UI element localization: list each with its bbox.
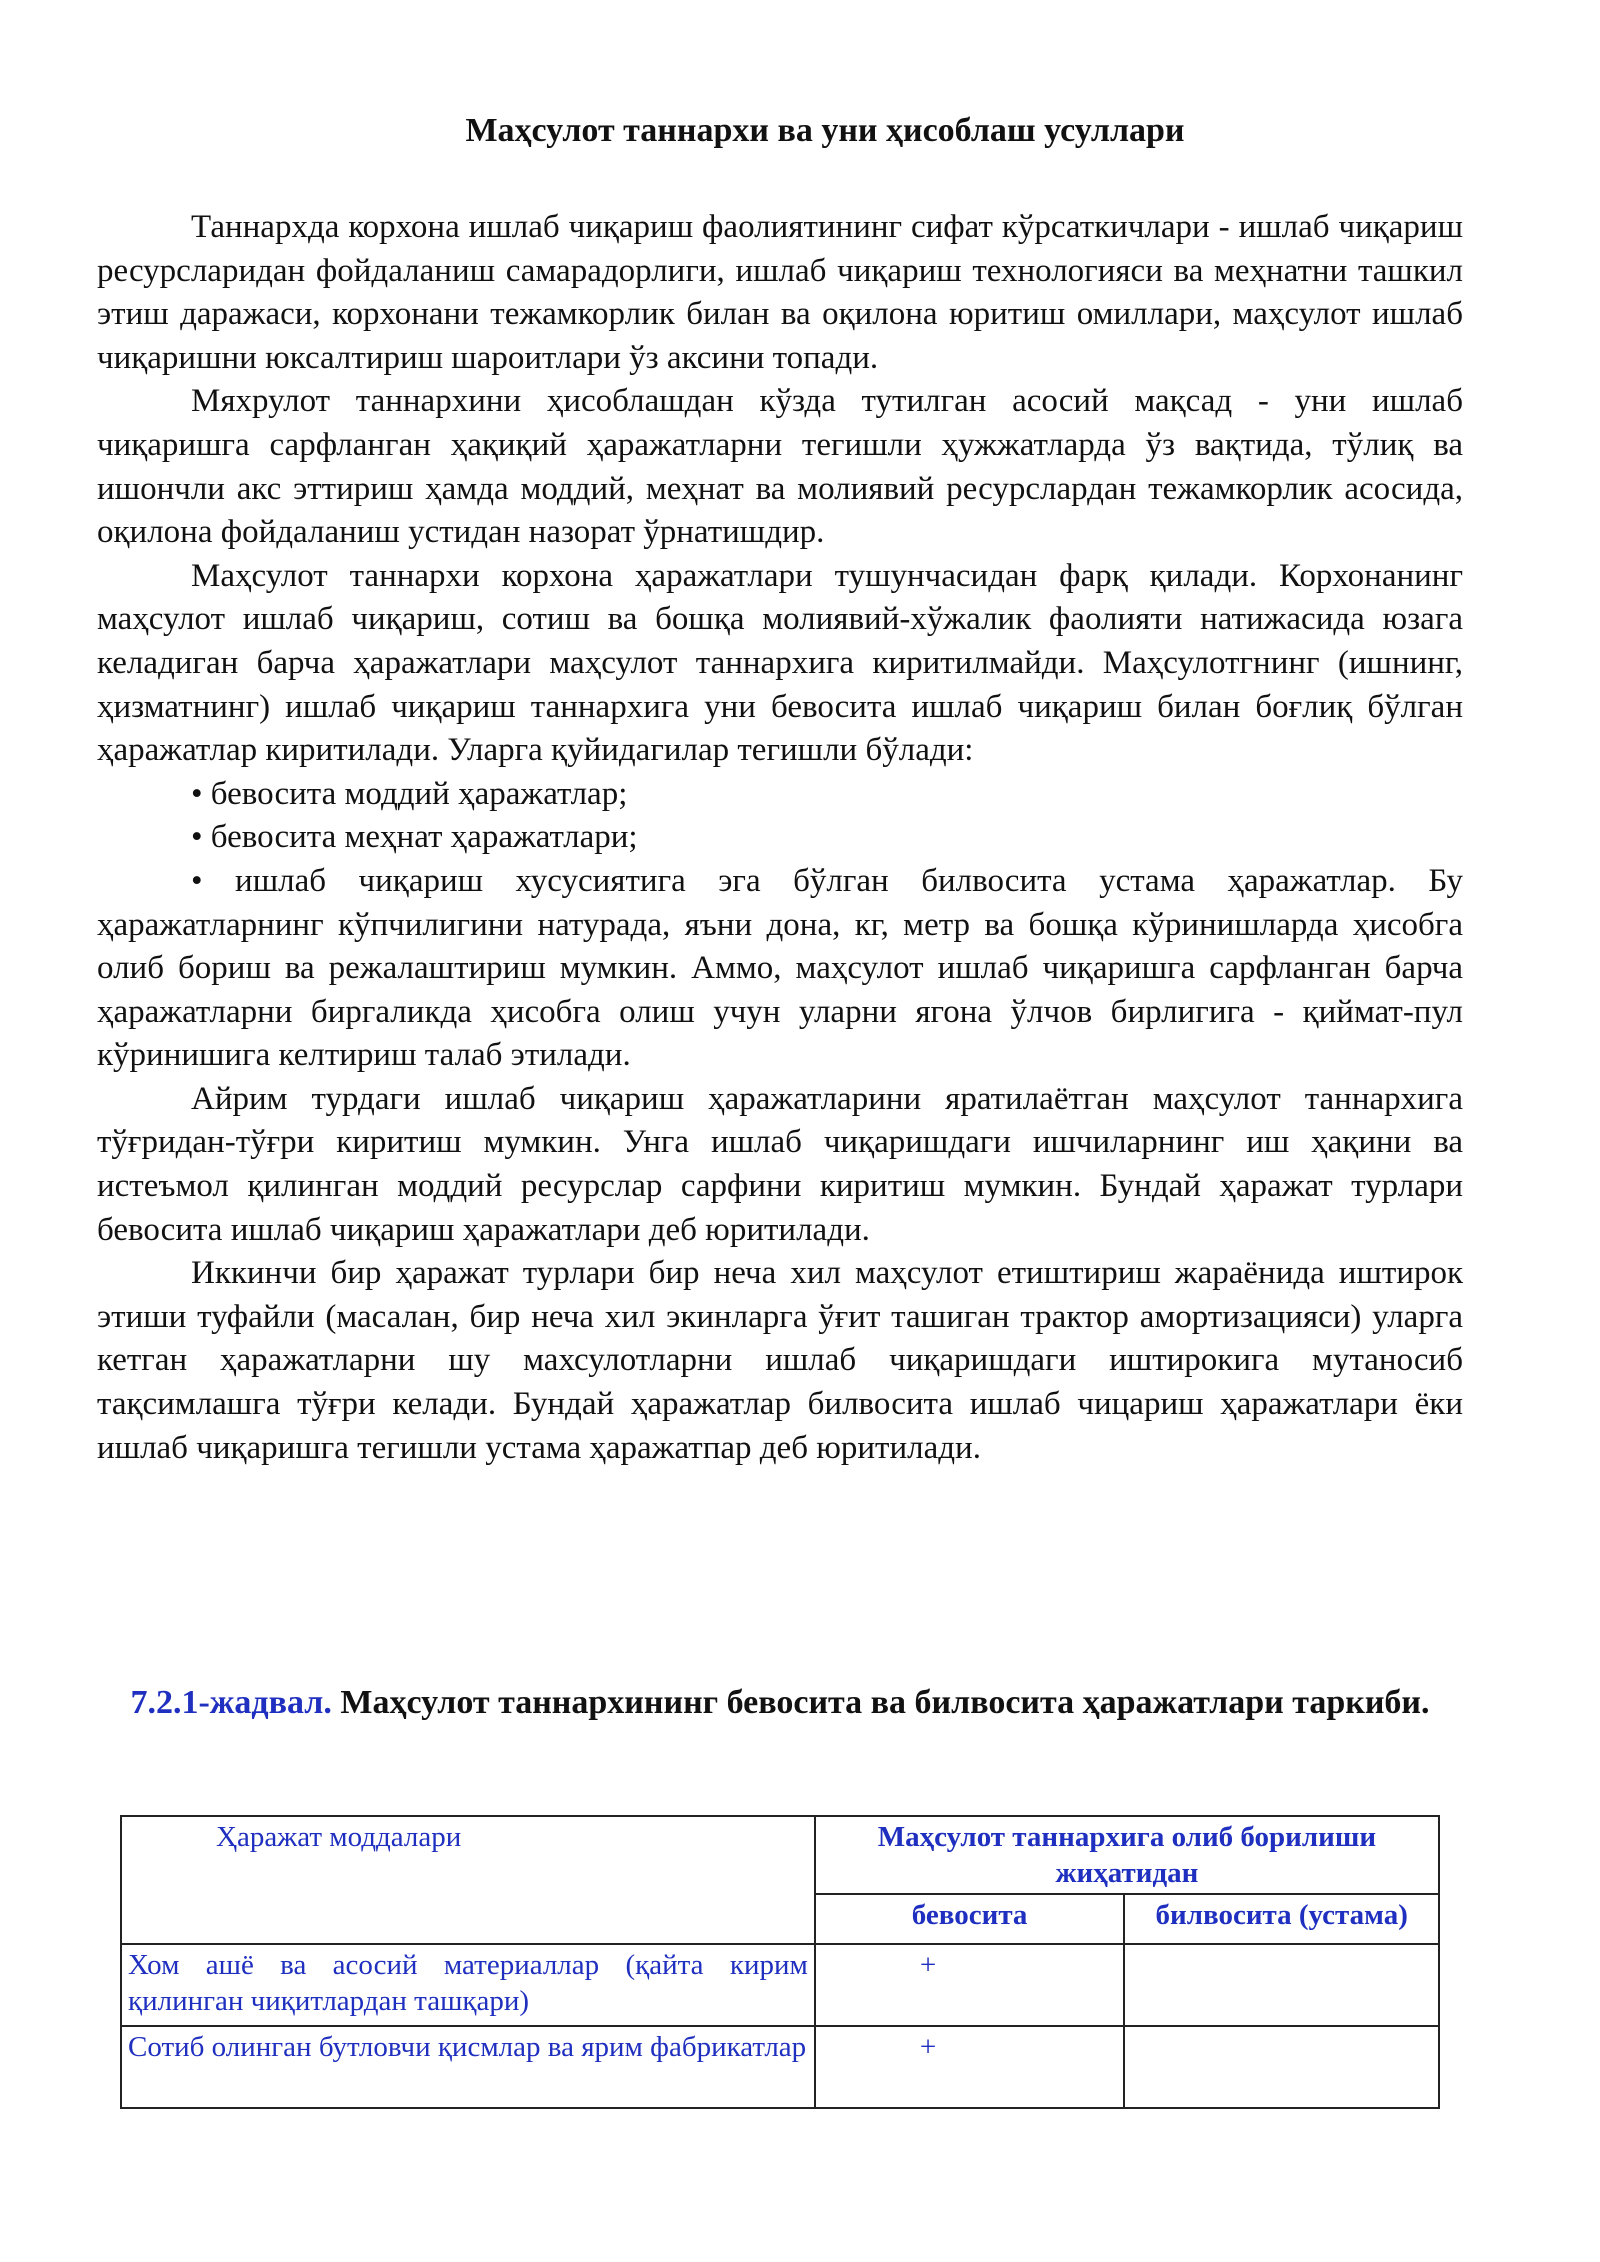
bullet-item: • бевосита моддий ҳаражатлар; xyxy=(191,775,628,812)
table-cell-direct: + xyxy=(815,2026,1125,2108)
header-cost-items: Ҳаражат моддалари xyxy=(121,1816,815,1944)
page-title: Маҳсулот таннархи ва уни ҳисоблаш усуллари xyxy=(465,112,1185,149)
cost-table xyxy=(120,1815,1440,2109)
table-cell-indirect xyxy=(1124,2026,1439,2108)
bullet-item: • бевосита меҳнат ҳаражатлари; xyxy=(191,819,638,856)
table-cell-indirect xyxy=(1124,1944,1439,2026)
paragraph: Мяхрулот таннархини ҳисоблашдан кўзда тутилган асосий мақсад - уни ишлаб чиқаришга сарфланган ҳақиқий ҳаражатларни тегишли ҳужжатларда ўз вақтида, тўлиқ ва ишончли акс эттириш ҳамда моддий, меҳнат ва молиявий ресурслардан тежамкорлик асосида, оқилона фойдаланиш устидан назорат ўрнатишдир. xyxy=(97,383,1463,551)
paragraph: Иккинчи бир ҳаражат турлари бир неча хил маҳсулот етиштириш жараёнида иштирок этиши туфайли (масалан, бир неча хил экинларга ўғит ташиган трактор амортизацияси) уларга кетган ҳаражатларни шу махсулотларни ишлаб чиқаришдаги иштирокига мутаносиб тақсимлашга тўғри келади. Бундай ҳаражатлар билвосита ишлаб чицариш ҳаражатлари ёки ишлаб чиқаришга тегишли устама ҳаражатпар деб юритилади. xyxy=(97,1255,1463,1466)
header-direct: бевосита xyxy=(815,1894,1125,1944)
table-cell-item: Хом ашё ва асосий материаллар (қайта кирим қилинган чиқитлардан ташқари) xyxy=(121,1944,815,2026)
body-text xyxy=(97,206,1463,1470)
bullet-item: • ишлаб чиқариш хусусиятига эга бўлган билвосита устама ҳаражатлар. Бу ҳаражатларнинг кўпчилигини натурада, яъни дона, кг, метр ва бошқа кўринишларда ҳисобга олиб бориш ва режалаштириш мумкин. Аммо, маҳсулот ишлаб чиқаришга сарфланган барча ҳаражатларни биргаликда ҳисобга олиш учун уларни ягона ўлчов бирлигига - қиймат-пул кўринишига келтириш талаб этилади. xyxy=(97,862,1463,1074)
table-row xyxy=(121,1944,1439,2026)
paragraph: Таннархда корхона ишлаб чиқариш фаолиятининг сифат кўрсаткичлари - ишлаб чиқариш ресурсларидан фойдаланиш самарадорлиги, ишлаб чиқариш технологияси ва меҳнатни ташкил этиш даражаси, корхонани тежамкорлик билан ва оқилона юритиш омиллари, маҳсулот ишлаб чиқаришни юксалтириш шароитлари ўз аксини топади. xyxy=(97,209,1463,376)
table-number: 7.2.1-жадвал. xyxy=(130,1684,332,1721)
table-cell-direct: + xyxy=(815,1944,1125,2026)
header-indirect: билвосита (устама) xyxy=(1124,1894,1439,1944)
table-caption xyxy=(100,1680,1460,1726)
table-cell-item: Сотиб олинган бутловчи қисмлар ва ярим фабрикатлар xyxy=(121,2026,815,2108)
paragraph: Маҳсулот таннархи корхона ҳаражатлари тушунчасидан фарқ қилади. Корхонанинг маҳсулот ишлаб чиқариш, сотиш ва бошқа молиявий-хўжалик фаолияти натижасида юзага келадиган барча ҳаражатлари маҳсулот таннархига киритилмайди. Маҳсулотгнинг (ишнинг, ҳизматнинг) ишлаб чиқариш таннархига уни бевосита ишлаб чиқариш билан боғлиқ бўлган ҳаражатлар киритилади. Уларга қуйидагилар тегишли бўлади: xyxy=(97,557,1463,769)
table-header-row xyxy=(121,1816,1439,1894)
table-row xyxy=(121,2026,1439,2108)
header-group: Маҳсулот таннархига олиб борилиши жиҳатидан xyxy=(815,1816,1439,1894)
table-title: Маҳсулот таннархининг бевосита ва билвосита ҳаражатлари таркиби. xyxy=(340,1684,1430,1721)
paragraph: Айрим турдаги ишлаб чиқариш ҳаражатларини яратилаётган маҳсулот таннархига тўғридан-тўғри киритиш мумкин. Унга ишлаб чиқаришдаги ишчиларнинг иш ҳақини ва истеъмол қилинган моддий ресурслар сарфини киритиш мумкин. Бундай ҳаражат турлари бевосита ишлаб чиқариш ҳаражатлари деб юритилади. xyxy=(97,1080,1463,1248)
